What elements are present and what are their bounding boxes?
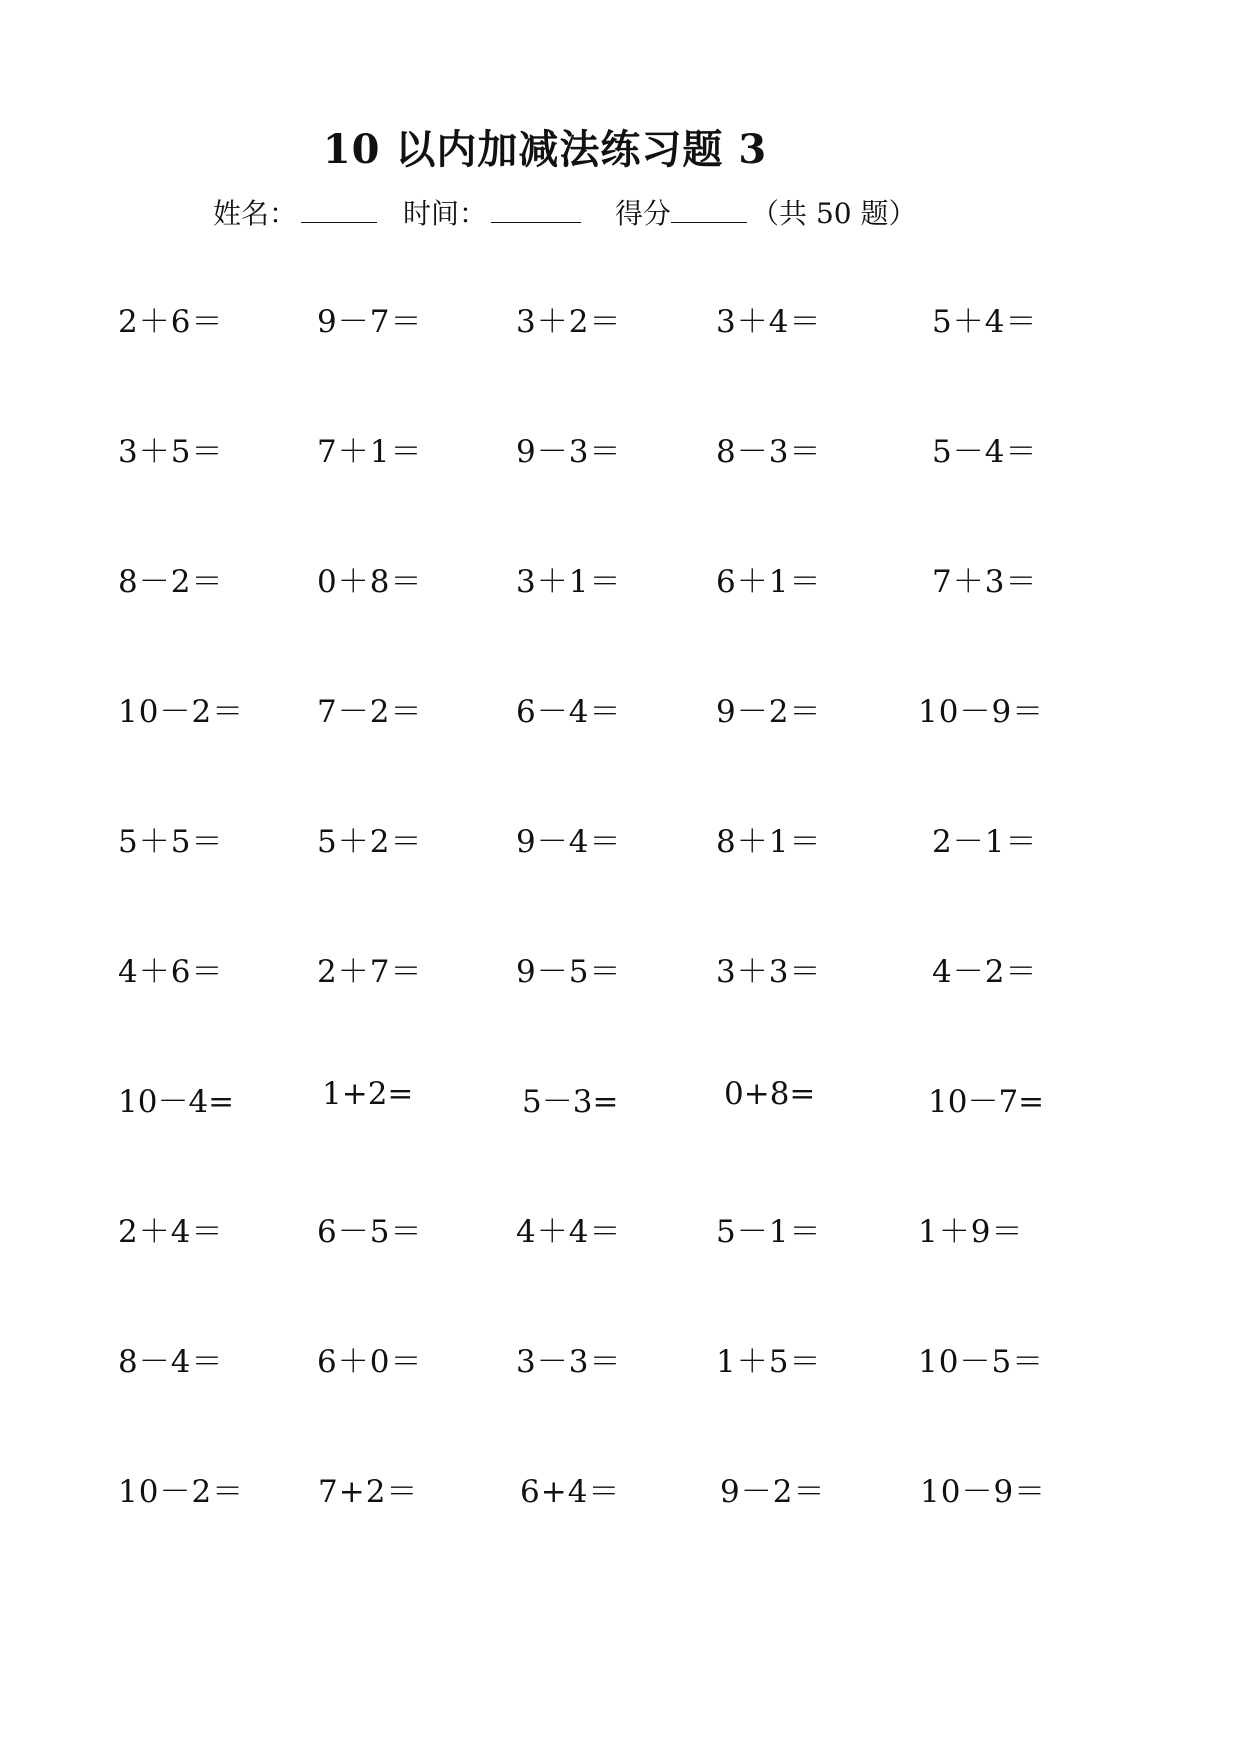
problem-r4-c3: 6－4＝ bbox=[516, 694, 622, 730]
problem-r10-c5: 10－9＝ bbox=[920, 1474, 1047, 1510]
problem-r3-c3: 3＋1＝ bbox=[516, 564, 622, 600]
problem-r9-c1: 8－4＝ bbox=[118, 1344, 224, 1380]
problem-r9-c2: 6＋0＝ bbox=[317, 1344, 423, 1380]
problem-r8-c2: 6－5＝ bbox=[317, 1214, 423, 1250]
problem-r2-c2: 7＋1＝ bbox=[317, 434, 423, 470]
problem-r5-c3: 9－4＝ bbox=[516, 824, 622, 860]
problem-r3-c2: 0＋8＝ bbox=[317, 564, 423, 600]
problem-r6-c4: 3＋3＝ bbox=[716, 954, 822, 990]
problem-r10-c2: 7+2＝ bbox=[318, 1474, 419, 1510]
problem-r10-c4: 9－2＝ bbox=[720, 1474, 826, 1510]
problem-r6-c5: 4－2＝ bbox=[932, 954, 1038, 990]
problem-r8-c1: 2＋4＝ bbox=[118, 1214, 224, 1250]
problem-r4-c1: 10－2＝ bbox=[118, 694, 245, 730]
name-label: 姓名： bbox=[213, 197, 298, 230]
problem-r10-c1: 10－2＝ bbox=[118, 1474, 245, 1510]
problem-r5-c1: 5＋5＝ bbox=[118, 824, 224, 860]
problem-r6-c3: 9－5＝ bbox=[516, 954, 622, 990]
problem-r8-c4: 5－1＝ bbox=[716, 1214, 822, 1250]
problem-r3-c4: 6＋1＝ bbox=[716, 564, 822, 600]
problem-r5-c2: 5＋2＝ bbox=[317, 824, 423, 860]
problem-r7-c1: 10－4= bbox=[118, 1084, 235, 1120]
problem-r1-c3: 3＋2＝ bbox=[516, 304, 622, 340]
worksheet-title: 10 以内加减法练习题 3 bbox=[322, 126, 768, 173]
problem-r2-c5: 5－4＝ bbox=[932, 434, 1038, 470]
problem-r6-c2: 2＋7＝ bbox=[317, 954, 423, 990]
problem-r4-c5: 10－9＝ bbox=[918, 694, 1045, 730]
problem-r5-c4: 8＋1＝ bbox=[716, 824, 822, 860]
problem-r7-c5: 10－7= bbox=[928, 1084, 1045, 1120]
problem-r7-c3: 5－3= bbox=[522, 1084, 619, 1120]
problem-r3-c1: 8－2＝ bbox=[118, 564, 224, 600]
problem-r7-c2: 1+2= bbox=[322, 1076, 414, 1112]
problem-r1-c2: 9－7＝ bbox=[317, 304, 423, 340]
problem-r9-c5: 10－5＝ bbox=[918, 1344, 1045, 1380]
problem-r2-c1: 3＋5＝ bbox=[118, 434, 224, 470]
problem-r4-c4: 9－2＝ bbox=[716, 694, 822, 730]
problem-r10-c3: 6+4＝ bbox=[520, 1474, 621, 1510]
problem-r3-c5: 7＋3＝ bbox=[932, 564, 1038, 600]
problem-r1-c5: 5＋4＝ bbox=[932, 304, 1038, 340]
problem-r1-c1: 2＋6＝ bbox=[118, 304, 224, 340]
time-label: 时间： bbox=[403, 197, 488, 230]
problem-r1-c4: 3＋4＝ bbox=[716, 304, 822, 340]
problem-r9-c3: 3－3＝ bbox=[516, 1344, 622, 1380]
problem-r2-c4: 8－3＝ bbox=[716, 434, 822, 470]
problem-r8-c5: 1＋9＝ bbox=[918, 1214, 1024, 1250]
problem-r9-c4: 1＋5＝ bbox=[716, 1344, 822, 1380]
problem-r8-c3: 4＋4＝ bbox=[516, 1214, 622, 1250]
problem-r5-c5: 2－1＝ bbox=[932, 824, 1038, 860]
problem-r6-c1: 4＋6＝ bbox=[118, 954, 224, 990]
total-label: （共 50 题） bbox=[751, 197, 917, 230]
problem-r4-c2: 7－2＝ bbox=[317, 694, 423, 730]
score-label: 得分 bbox=[615, 197, 672, 230]
problem-r7-c4: 0+8= bbox=[724, 1076, 816, 1112]
problem-r2-c3: 9－3＝ bbox=[516, 434, 622, 470]
